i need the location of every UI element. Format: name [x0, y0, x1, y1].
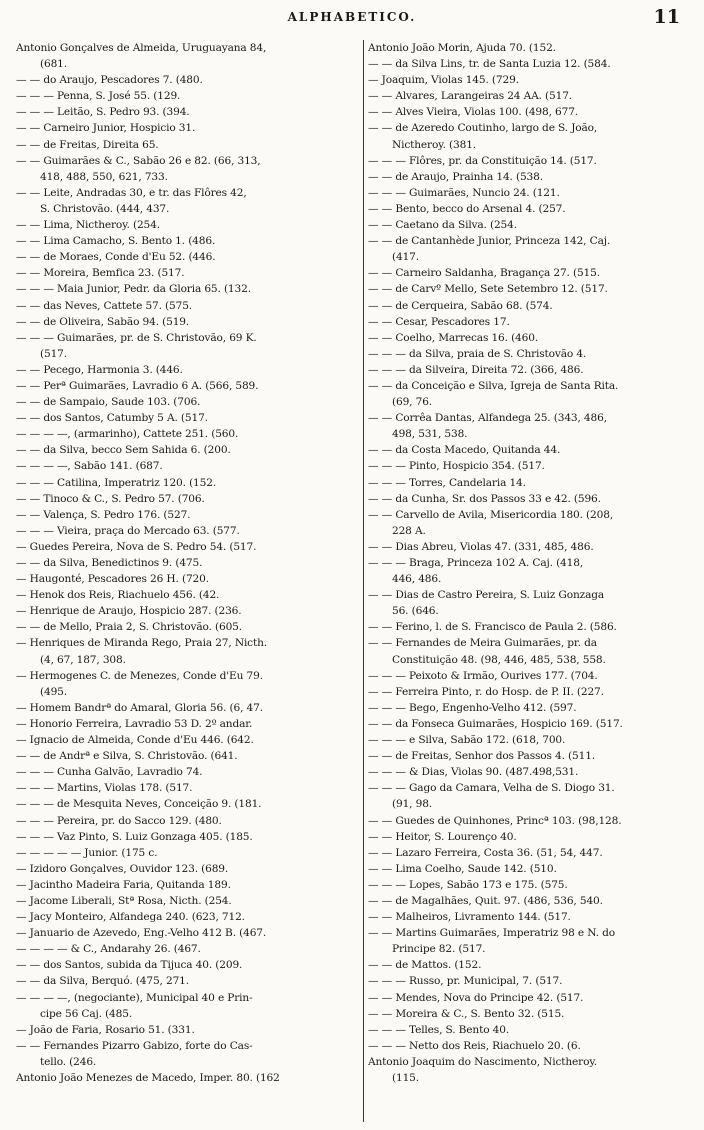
directory-entry: 228 A.	[392, 524, 426, 537]
directory-columns	[16, 40, 696, 1122]
directory-entry: — — — Lopes, Sabão 173 e 175. (575.	[368, 878, 568, 891]
directory-entry: — — — de Mesquita Neves, Conceição 9. (181.	[16, 798, 262, 811]
directory-entry: — — de Sampaio, Saude 103. (706.	[16, 396, 201, 409]
directory-entry: — — das Neves, Cattete 57. (575.	[16, 299, 193, 312]
directory-entry: — — da Silva, becco Sem Sahida 6. (200.	[16, 444, 231, 457]
directory-entry: — — — Bego, Engenho-Velho 412. (597.	[368, 701, 577, 714]
directory-entry: — — — — & C., Andarahy 26. (467.	[16, 943, 201, 956]
directory-entry: — — de Freitas, Direita 65.	[16, 138, 159, 151]
directory-entry: — — — Netto dos Reis, Riachuelo 20. (6.	[368, 1039, 581, 1052]
column-divider	[363, 40, 364, 1122]
directory-entry: — — de Mello, Praia 2, S. Christovão. (605.	[16, 621, 242, 634]
directory-entry: — — — Catilina, Imperatriz 120. (152.	[16, 476, 217, 489]
directory-entry: — — de Moraes, Conde d'Eu 52. (446.	[16, 251, 216, 264]
directory-entry: — — Perª Guimarães, Lavradio 6 A. (566, 589.	[16, 379, 259, 392]
directory-entry: Constituição 48. (98, 446, 485, 538, 558.	[392, 653, 606, 666]
directory-entry: — — de Cerqueira, Sabão 68. (574.	[368, 299, 553, 312]
directory-entry: — — Guimarães & C., Sabão 26 e 82. (66, 313,	[16, 154, 261, 167]
directory-entry: Nictheroy. (381.	[392, 138, 477, 151]
directory-entry: — Guedes Pereira, Nova de S. Pedro 54. (517.	[16, 540, 257, 553]
directory-entry: cipe 56 Caj. (485.	[40, 1007, 133, 1020]
directory-entry: — — Carneiro Saldanha, Bragança 27. (515.	[368, 267, 600, 280]
directory-entry: — — — Cunha Galvão, Lavradio 74.	[16, 766, 203, 779]
directory-entry: — — Lazaro Ferreira, Costa 36. (51, 54, 447.	[368, 846, 603, 859]
directory-entry: — — — Gago da Camara, Velha de S. Diogo 31.	[368, 782, 615, 795]
directory-entry: — — — Martins, Violas 178. (517.	[16, 782, 193, 795]
directory-entry: — — Caetano da Silva. (254.	[368, 219, 517, 232]
directory-entry: (681.	[40, 58, 67, 71]
directory-entry: Antonio João Menezes de Macedo, Imper. 80. (162	[16, 1072, 280, 1084]
directory-entry: — — Guedes de Quinhones, Princª 103. (98,128.	[368, 814, 622, 827]
directory-entry: — Jacy Monteiro, Alfandega 240. (623, 712.	[16, 911, 245, 924]
directory-entry: — — — Vieira, praça do Mercado 63. (577.	[16, 524, 240, 537]
directory-entry: — Homem Bandrª do Amaral, Gloria 56. (6, 47.	[16, 701, 263, 714]
directory-entry: (495.	[40, 685, 67, 698]
directory-entry: — — Alves Vieira, Violas 100. (498, 677.	[368, 106, 579, 119]
directory-entry: — — Heitor, S. Lourenço 40.	[368, 830, 517, 843]
directory-entry: — Joaquim, Violas 145. (729.	[368, 74, 519, 87]
directory-entry: — — Leite, Andradas 30, e tr. das Flôres 42,	[16, 186, 247, 199]
directory-entry: 498, 531, 538.	[392, 428, 468, 441]
directory-entry: — — da Fonseca Guimarães, Hospicio 169. (517.	[368, 717, 623, 730]
directory-entry: — — — e Silva, Sabão 172. (618, 700.	[368, 734, 566, 747]
directory-entry: — — — Russo, pr. Municipal, 7. (517.	[368, 975, 563, 988]
directory-entry: — Ignacio de Almeida, Conde d'Eu 446. (642.	[16, 734, 254, 747]
directory-entry: — Januario de Azevedo, Eng.-Velho 412 B. (467.	[16, 927, 267, 940]
directory-entry: — — — da Silva, praia de S. Christovão 4.	[368, 347, 587, 360]
directory-entry: — Jacintho Madeira Faria, Quitanda 189.	[16, 878, 231, 891]
directory-entry: — — — & Dias, Violas 90. (487.498,531.	[368, 766, 579, 779]
directory-entry: — — Carvello de Avila, Misericordia 180. (208,	[368, 508, 614, 521]
directory-entry: — — Dias Abreu, Violas 47. (331, 485, 486.	[368, 540, 594, 553]
directory-entry: — — de Andrª e Silva, S. Christovão. (641.	[16, 750, 238, 763]
directory-entry: (517.	[40, 347, 67, 360]
directory-entry: — — — —, Sabão 141. (687.	[16, 460, 163, 473]
directory-entry: Principe 82. (517.	[392, 943, 486, 956]
directory-entry: — Honorio Ferreira, Lavradio 53 D. 2º andar.	[16, 717, 253, 730]
directory-entry: — — do Araujo, Pescadores 7. (480.	[16, 74, 203, 87]
left-column	[16, 40, 360, 1122]
directory-entry: — — Fernandes Pizarro Gabizo, forte do Cas-	[16, 1039, 253, 1052]
directory-entry: — — de Magalhães, Quit. 97. (486, 536, 540.	[368, 894, 603, 907]
directory-entry: — — de Araujo, Prainha 14. (538.	[368, 170, 543, 183]
directory-entry: 418, 488, 550, 621, 733.	[40, 170, 168, 183]
directory-entry: — — — Penna, S. José 55. (129.	[16, 90, 181, 103]
directory-entry: — — Carneiro Junior, Hospicio 31.	[16, 122, 196, 135]
directory-entry: — — Mendes, Nova do Principe 42. (517.	[368, 991, 584, 1004]
directory-entry: — — — Guimarães, Nuncio 24. (121.	[368, 186, 560, 199]
directory-entry: — — da Silva, Berquó. (475, 271.	[16, 975, 189, 988]
directory-entry: — — Ferino, l. de S. Francisco de Paula 2. (586.	[368, 621, 617, 634]
directory-entry: — João de Faria, Rosario 51. (331.	[16, 1023, 195, 1036]
directory-entry: — — Corrêa Dantas, Alfandega 25. (343, 486,	[368, 412, 607, 425]
directory-entry: — — Ferreira Pinto, r. do Hosp. de P. II. (227.	[368, 685, 604, 698]
directory-entry: — — da Conceição e Silva, Igreja de Santa Rita.	[368, 379, 619, 392]
directory-entry: (91, 98.	[392, 798, 432, 811]
directory-entry: — Henok dos Reis, Riachuelo 456. (42.	[16, 589, 220, 602]
directory-entry: (4, 67, 187, 308.	[40, 653, 126, 666]
directory-entry: — — da Cunha, Sr. dos Passos 33 e 42. (596.	[368, 492, 601, 505]
directory-entry: — — — Maia Junior, Pedr. da Gloria 65. (132.	[16, 283, 251, 296]
directory-entry: — Henriques de Miranda Rego, Praia 27, Nicth.	[16, 637, 267, 650]
directory-entry: — Hermogenes C. de Menezes, Conde d'Eu 79.	[16, 669, 263, 682]
directory-entry: — — — —, (negociante), Municipal 40 e Prin-	[16, 991, 253, 1004]
directory-entry: — — — Guimarães, pr. de S. Christovão, 69 K.	[16, 331, 257, 344]
directory-entry: — — de Freitas, Senhor dos Passos 4. (511.	[368, 750, 596, 763]
directory-entry: — — Lima Camacho, S. Bento 1. (486.	[16, 235, 216, 248]
page-number: 11	[653, 6, 680, 28]
directory-entry: — — de Oliveira, Sabão 94. (519.	[16, 315, 190, 328]
directory-entry: — — Lima, Nictheroy. (254.	[16, 219, 160, 232]
directory-entry: — — dos Santos, subida da Tijuca 40. (209.	[16, 959, 243, 972]
directory-entry: 446, 486.	[392, 573, 442, 586]
directory-entry: 56. (646.	[392, 605, 439, 618]
directory-entry: — — — da Silveira, Direita 72. (366, 486.	[368, 363, 584, 376]
directory-entry: Antonio João Morin, Ajuda 70. (152.	[368, 42, 556, 54]
directory-entry: — — — Telles, S. Bento 40.	[368, 1023, 510, 1036]
right-column	[368, 40, 696, 1122]
directory-entry: — — Bento, becco do Arsenal 4. (257.	[368, 202, 566, 215]
directory-entry: tello. (246.	[40, 1055, 97, 1068]
directory-entry: — — Fernandes de Meira Guimarães, pr. da	[368, 637, 597, 650]
directory-entry: — — — Torres, Candelaria 14.	[368, 476, 526, 489]
directory-entry: — — da Silva Lins, tr. de Santa Luzia 12. (584.	[368, 58, 611, 71]
directory-entry: — — Dias de Castro Pereira, S. Luiz Gonzaga	[368, 589, 605, 602]
directory-entry: — — Malheiros, Livramento 144. (517.	[368, 911, 571, 924]
directory-entry: — Henrique de Araujo, Hospicio 287. (236.	[16, 605, 242, 618]
directory-entry: — — Coelho, Marrecas 16. (460.	[368, 331, 539, 344]
directory-entry: — Haugonté, Pescadores 26 H. (720.	[16, 573, 209, 586]
directory-entry: Antonio Joaquim do Nascimento, Nictheroy.	[368, 1055, 597, 1068]
directory-entry: — — — Leitão, S. Pedro 93. (394.	[16, 106, 190, 119]
directory-entry: (115.	[392, 1072, 419, 1084]
directory-entry: — — da Silva, Benedictinos 9. (475.	[16, 557, 203, 569]
directory-entry: — — de Azeredo Coutinho, largo de S. João,	[368, 122, 598, 135]
directory-entry: — — Pecego, Harmonia 3. (446.	[16, 363, 183, 376]
directory-entry: — — — Pinto, Hospicio 354. (517.	[368, 460, 545, 473]
directory-entry: — — Alvares, Larangeiras 24 AA. (517.	[368, 90, 572, 103]
directory-entry: — — Lima Coelho, Saude 142. (510.	[368, 862, 557, 875]
directory-entry: — — de Cantanhède Junior, Princeza 142, Caj.	[368, 235, 611, 248]
directory-entry: — — Cesar, Pescadores 17.	[368, 315, 510, 328]
directory-entry: — — Moreira & C., S. Bento 32. (515.	[368, 1007, 565, 1020]
directory-entry: — — Tinoco & C., S. Pedro 57. (706.	[16, 492, 205, 505]
directory-entry: — — Moreira, Bemfica 23. (517.	[16, 267, 185, 280]
directory-entry: — — da Costa Macedo, Quitanda 44.	[368, 444, 561, 457]
directory-entry: (417.	[392, 251, 419, 264]
directory-entry: — — — Peixoto & Irmão, Ourives 177. (704.	[368, 669, 598, 682]
directory-entry: Antonio Gonçalves de Almeida, Uruguayana 84,	[16, 42, 267, 54]
directory-entry: — Izidoro Gonçalves, Ouvidor 123. (689.	[16, 862, 229, 875]
directory-entry: — — Valença, S. Pedro 176. (527.	[16, 508, 191, 521]
directory-entry: — — dos Santos, Catumby 5 A. (517.	[16, 412, 208, 425]
directory-entry: — — — —, (armarinho), Cattete 251. (560.	[16, 428, 239, 441]
directory-entry: — — de Carvº Mello, Sete Setembro 12. (517.	[368, 283, 608, 296]
directory-entry: — — — Vaz Pinto, S. Luiz Gonzaga 405. (185.	[16, 830, 253, 843]
directory-entry: — — — Flôres, pr. da Constituição 14. (517.	[368, 154, 597, 167]
directory-entry: (69, 76.	[392, 396, 432, 409]
directory-entry: S. Christovão. (444, 437.	[40, 202, 170, 215]
directory-entry: — — de Mattos. (152.	[368, 959, 482, 972]
directory-entry: — — Martins Guimarães, Imperatriz 98 e N. do	[368, 927, 615, 940]
page-header	[0, 4, 704, 34]
directory-entry: — — — — — Junior. (175 c.	[16, 846, 158, 859]
page-title: ALPHABETICO.	[287, 10, 417, 24]
directory-entry: — Jacome Liberali, Stª Rosa, Nicth. (254.	[16, 894, 232, 907]
directory-entry: — — — Pereira, pr. do Sacco 129. (480.	[16, 814, 222, 827]
directory-entry: — — — Braga, Princeza 102 A. Caj. (418,	[368, 557, 584, 569]
